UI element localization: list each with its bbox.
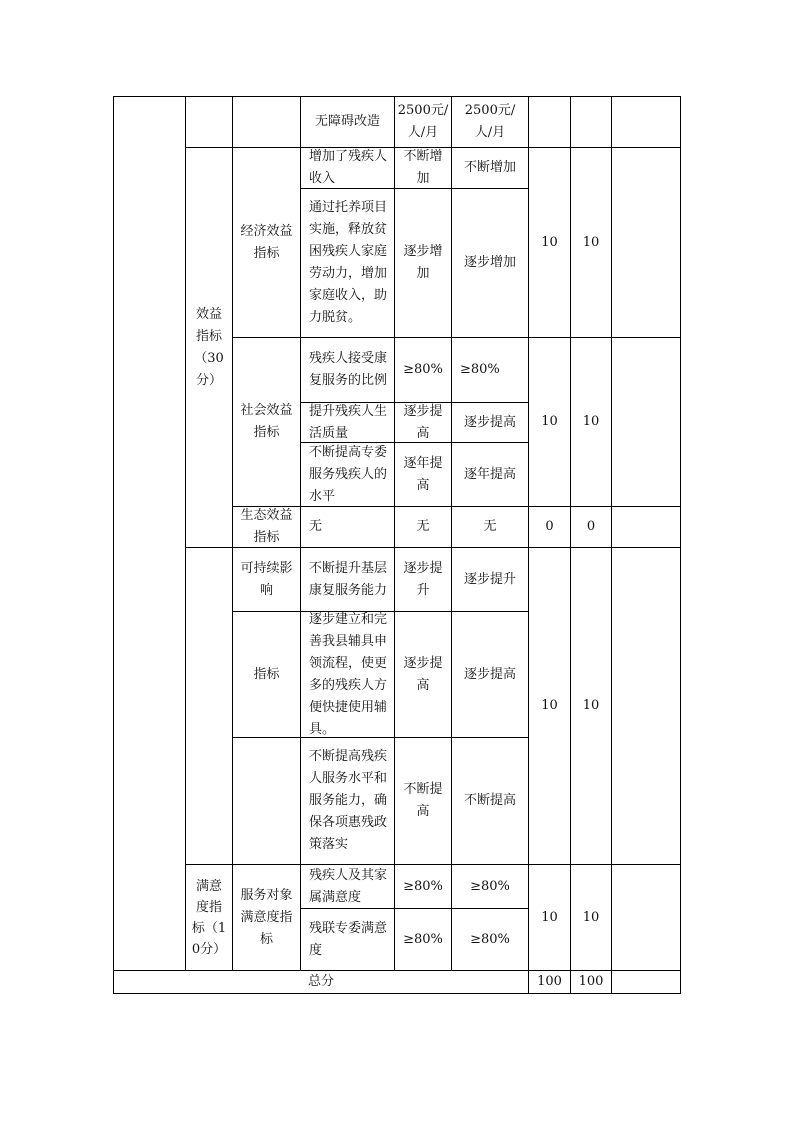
target-social-3: 逐年提高 — [395, 443, 452, 507]
indicator-sustainable-3: 不断提高残疾人服务水平和服务能力，确保各项惠残政策落实 — [301, 738, 395, 865]
target-economic-1: 不断增加 — [395, 148, 452, 189]
score-full-economic: 10 — [529, 148, 571, 338]
target-social-1: ≥80% — [395, 338, 452, 403]
actual-sustainable-1: 逐步提升 — [452, 548, 529, 612]
indicator-sustainable-1: 不断提升基层康复服务能力 — [301, 548, 395, 612]
secondary-sustainable-a: 可持续影响 — [233, 548, 301, 612]
category-benefit: 效益指标（30分） — [186, 148, 233, 548]
target-sustainable-3: 不断提高 — [395, 738, 452, 865]
indicator-ecological: 无 — [301, 507, 395, 548]
target-ecological: 无 — [395, 507, 452, 548]
secondary-sustainable-b: 指标 — [233, 612, 301, 738]
total-score-full: 100 — [529, 971, 571, 994]
target-accessibility: 2500元/人/月 — [395, 96, 452, 148]
indicator-economic-1: 增加了残疾人收入 — [301, 148, 395, 189]
target-sustainable-1: 逐步提升 — [395, 548, 452, 612]
remarks-ecological — [612, 507, 681, 548]
remarks-sustainable — [612, 548, 681, 865]
actual-ecological: 无 — [452, 507, 529, 548]
category-continuation — [186, 548, 233, 865]
actual-social-3: 逐年提高 — [452, 443, 529, 507]
target-social-2: 逐步提高 — [395, 403, 452, 443]
secondary-economic: 经济效益指标 — [233, 148, 301, 338]
score-got-sustainable: 10 — [571, 548, 612, 865]
indicator-sustainable-2: 逐步建立和完善我县辅具申领流程，使更多的残疾人方便快捷使用辅具。 — [301, 612, 395, 738]
indicator-social-2: 提升残疾人生活质量 — [301, 403, 395, 443]
indicator-economic-2: 通过托养项目实施，释放贫困残疾人家庭劳动力，增加家庭收入，助力脱贫。 — [301, 189, 395, 338]
target-satisfaction-1: ≥80% — [395, 865, 452, 909]
category-satisfaction: 满意度指标（10分） — [186, 865, 233, 971]
secondary-social: 社会效益指标 — [233, 338, 301, 507]
target-economic-2: 逐步增加 — [395, 189, 452, 338]
remarks-social — [612, 338, 681, 507]
actual-sustainable-2: 逐步提高 — [452, 612, 529, 738]
score-got-empty — [571, 96, 612, 148]
indicator-social-3: 不断提高专委服务残疾人的水平 — [301, 443, 395, 507]
actual-sustainable-3: 不断提高 — [452, 738, 529, 865]
target-sustainable-2: 逐步提高 — [395, 612, 452, 738]
indicator-satisfaction-1: 残疾人及其家属满意度 — [301, 865, 395, 909]
indicator-accessibility: 无障碍改造 — [301, 96, 395, 148]
total-score-got: 100 — [571, 971, 612, 994]
score-full-social: 10 — [529, 338, 571, 507]
score-got-satisfaction: 10 — [571, 865, 612, 971]
score-got-ecological: 0 — [571, 507, 612, 548]
score-got-economic: 10 — [571, 148, 612, 338]
target-satisfaction-2: ≥80% — [395, 909, 452, 971]
cell-secondary-empty — [233, 96, 301, 148]
score-full-sustainable: 10 — [529, 548, 571, 865]
secondary-ecological: 生态效益指标 — [233, 507, 301, 548]
cell-category-empty — [186, 96, 233, 148]
secondary-sustainable-c — [233, 738, 301, 865]
remarks-empty — [612, 96, 681, 148]
remarks-satisfaction — [612, 865, 681, 971]
remarks-economic — [612, 148, 681, 338]
score-got-social: 10 — [571, 338, 612, 507]
indicator-satisfaction-2: 残联专委满意度 — [301, 909, 395, 971]
score-full-ecological: 0 — [529, 507, 571, 548]
score-full-empty — [529, 96, 571, 148]
actual-economic-1: 不断增加 — [452, 148, 529, 189]
cell-primary-empty — [113, 96, 186, 971]
indicator-social-1: 残疾人接受康复服务的比例 — [301, 338, 395, 403]
total-label: 总分 — [113, 971, 529, 994]
total-remarks — [612, 971, 681, 994]
actual-accessibility: 2500元/人/月 — [452, 96, 529, 148]
actual-satisfaction-2: ≥80% — [452, 909, 529, 971]
score-full-satisfaction: 10 — [529, 865, 571, 971]
actual-social-1: ≥80% — [452, 338, 529, 403]
actual-satisfaction-1: ≥80% — [452, 865, 529, 909]
secondary-satisfaction: 服务对象满意度指标 — [233, 865, 301, 971]
actual-economic-2: 逐步增加 — [452, 189, 529, 338]
actual-social-2: 逐步提高 — [452, 403, 529, 443]
